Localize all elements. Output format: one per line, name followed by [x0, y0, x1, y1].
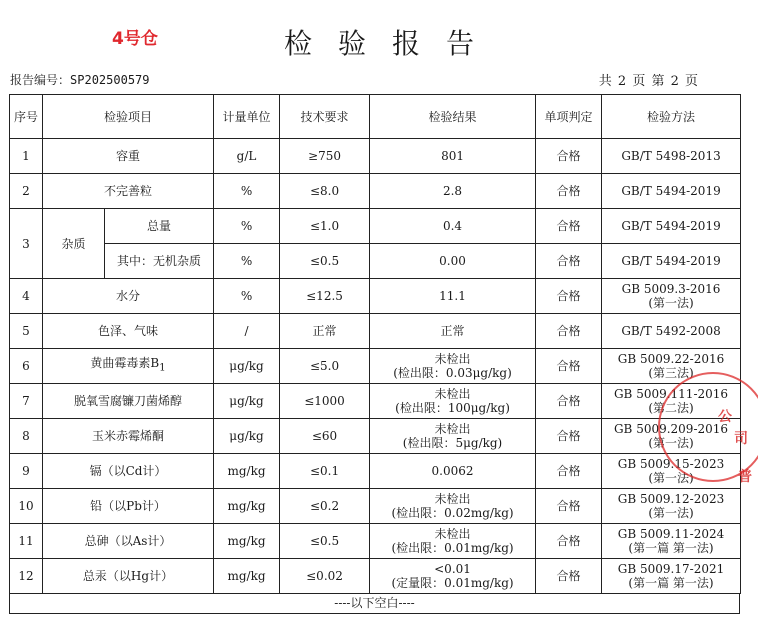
- page-info: 共 2 页 第 2 页: [598, 74, 698, 89]
- row-judgement: 合格: [536, 454, 602, 489]
- row-item: [43, 279, 214, 314]
- inspection-table: [9, 94, 741, 594]
- row-judgement: 合格: [536, 244, 602, 279]
- row-method: [602, 349, 741, 384]
- row-method: [602, 384, 741, 419]
- row-method-line1: GB/T 5494-2019: [621, 184, 721, 198]
- seal-text-b: 司: [734, 431, 748, 447]
- row-result-line1: 2.8: [442, 184, 463, 198]
- col-header-requirement: 技术要求: [280, 95, 370, 139]
- end-of-table-note: ----以下空白----: [9, 594, 740, 614]
- row-requirement: ≤0.5: [280, 244, 370, 279]
- row-method-line2: (第一法): [648, 506, 694, 520]
- row-item-text: 黄曲霉毒素B: [90, 356, 160, 371]
- row-unit: %: [214, 279, 280, 314]
- row-unit: μg/kg: [214, 384, 280, 419]
- row-method: [602, 314, 741, 349]
- row-unit: %: [214, 209, 280, 244]
- table-row: [10, 244, 741, 279]
- row-number: 8: [10, 419, 43, 454]
- seal-text-a: 公: [718, 409, 732, 425]
- row-result: [370, 419, 536, 454]
- row-number: 9: [10, 454, 43, 489]
- row-result-line2: (检出限：0.01mg/kg): [391, 541, 514, 555]
- row-requirement: 正常: [280, 314, 370, 349]
- row-requirement: ≤0.1: [280, 454, 370, 489]
- row-result-line1: 801: [441, 149, 464, 163]
- row-requirement: ≤0.2: [280, 489, 370, 524]
- seal-text-c: 普: [738, 469, 752, 485]
- row-judgement: 合格: [536, 279, 602, 314]
- row-item-text: 色泽、气味: [98, 324, 159, 338]
- row-method-line1: GB/T 5492-2008: [621, 324, 721, 338]
- row-method-line1: GB 5009.22-2016: [617, 352, 725, 366]
- row-judgement: 合格: [536, 314, 602, 349]
- row-result-line1: 0.4: [442, 219, 463, 233]
- row-number: 7: [10, 384, 43, 419]
- row-judgement: 合格: [536, 559, 602, 594]
- row-unit: mg/kg: [214, 489, 280, 524]
- row-result-line1: 未检出: [434, 492, 471, 506]
- row-method-line2: (第一篇 第一法): [628, 541, 714, 555]
- row-result: [370, 174, 536, 209]
- row-method: [602, 419, 741, 454]
- row-method-line2: (第一篇 第一法): [628, 576, 714, 590]
- row-result-line1: <0.01: [434, 562, 471, 576]
- row-item: [43, 419, 214, 454]
- row-number: 1: [10, 139, 43, 174]
- row-method-line1: GB 5009.111-2016: [613, 387, 729, 401]
- row-unit: mg/kg: [214, 454, 280, 489]
- row-item: 总量: [105, 209, 214, 244]
- table-header-row: [10, 95, 741, 139]
- col-header-result: 检验结果: [370, 95, 536, 139]
- warehouse-mark: 4号仓: [112, 29, 158, 49]
- row-result: [370, 384, 536, 419]
- row-unit: μg/kg: [214, 349, 280, 384]
- row-method: [602, 489, 741, 524]
- row-item-text: 铅（以Pb计）: [90, 499, 166, 513]
- row-item: [43, 314, 214, 349]
- row-number: 2: [10, 174, 43, 209]
- row-number: 3: [10, 209, 43, 279]
- row-requirement: ≤8.0: [280, 174, 370, 209]
- row-result: [370, 454, 536, 489]
- row-requirement: ≤0.02: [280, 559, 370, 594]
- row-item-subscript: 1: [159, 362, 166, 374]
- row-item: [43, 559, 214, 594]
- table-row: [10, 174, 741, 209]
- row-item: [43, 489, 214, 524]
- row-number: 11: [10, 524, 43, 559]
- row-result-line1: 未检出: [434, 352, 471, 366]
- row-result: [370, 279, 536, 314]
- row-unit: g/L: [214, 139, 280, 174]
- row-item-text: 总砷（以As计）: [84, 534, 172, 548]
- row-judgement: 合格: [536, 174, 602, 209]
- row-result-line2: (检出限：100μg/kg): [395, 401, 510, 415]
- row-unit: %: [214, 174, 280, 209]
- row-result-line2: (定量限：0.01mg/kg): [391, 576, 514, 590]
- row-item-text: 脱氧雪腐镰刀菌烯醇: [74, 394, 183, 408]
- row-result: [370, 489, 536, 524]
- row-method: [602, 279, 741, 314]
- row-item-text: 镉（以Cd计）: [89, 464, 167, 478]
- row-judgement: 合格: [536, 209, 602, 244]
- row-result-line1: 未检出: [434, 527, 471, 541]
- report-number: [10, 71, 150, 88]
- row-result-line2: (检出限：0.03μg/kg): [393, 366, 512, 380]
- table-row: [10, 454, 741, 489]
- row-method: [602, 244, 741, 279]
- report-number-value: SP202500579: [70, 73, 150, 87]
- row-requirement: ≤12.5: [280, 279, 370, 314]
- col-header-no: 序号: [10, 95, 43, 139]
- row-item: [43, 139, 214, 174]
- row-method-line1: GB 5009.209-2016: [613, 422, 729, 436]
- row-unit: /: [214, 314, 280, 349]
- row-method-line2: (第一法): [648, 471, 694, 485]
- row-method-line1: GB/T 5498-2013: [621, 149, 721, 163]
- row-method-line1: GB 5009.12-2023: [617, 492, 725, 506]
- col-header-method: 检验方法: [602, 95, 741, 139]
- row-requirement: ≤1.0: [280, 209, 370, 244]
- row-method-line1: GB 5009.3-2016: [621, 282, 721, 296]
- row-result: [370, 349, 536, 384]
- row-result: [370, 314, 536, 349]
- row-unit: mg/kg: [214, 524, 280, 559]
- table-row: [10, 279, 741, 314]
- page-title: 检验报告: [283, 27, 500, 60]
- report-number-label: 报告编号：: [10, 73, 71, 87]
- row-item: [43, 524, 214, 559]
- table-row: [10, 384, 741, 419]
- row-unit: %: [214, 244, 280, 279]
- row-unit: mg/kg: [214, 559, 280, 594]
- row-result-line1: 未检出: [434, 387, 471, 401]
- row-method: [602, 524, 741, 559]
- row-result-line1: 未检出: [434, 422, 471, 436]
- row-judgement: 合格: [536, 384, 602, 419]
- row-requirement: ≤1000: [280, 384, 370, 419]
- row-judgement: 合格: [536, 139, 602, 174]
- row-item: [43, 384, 214, 419]
- col-header-unit: 计量单位: [214, 95, 280, 139]
- row-judgement: 合格: [536, 419, 602, 454]
- row-method: [602, 139, 741, 174]
- table-row: [10, 314, 741, 349]
- row-method: [602, 559, 741, 594]
- table-row: [10, 524, 741, 559]
- row-method-line1: GB/T 5494-2019: [621, 254, 721, 268]
- row-item: [43, 174, 214, 209]
- row-method-line2: (第一法): [648, 436, 694, 450]
- row-result: [370, 139, 536, 174]
- row-result-line1: 0.0062: [431, 464, 474, 478]
- row-requirement: ≤60: [280, 419, 370, 454]
- row-item-text: 容重: [116, 149, 141, 163]
- row-requirement: ≥750: [280, 139, 370, 174]
- row-result-line2: (检出限：0.02mg/kg): [391, 506, 514, 520]
- row-item-text: 不完善粒: [104, 184, 153, 198]
- row-result-line1: 11.1: [439, 289, 466, 303]
- row-judgement: 合格: [536, 524, 602, 559]
- row-method-line1: GB/T 5494-2019: [621, 219, 721, 233]
- row-item-group: 杂质: [43, 209, 105, 279]
- row-method-line1: GB 5009.15-2023: [617, 457, 725, 471]
- row-result-line1: 正常: [440, 324, 465, 338]
- table-row: [10, 349, 741, 384]
- row-item: 其中：无机杂质: [105, 244, 214, 279]
- table-row: [10, 209, 741, 244]
- row-number: 5: [10, 314, 43, 349]
- row-number: 4: [10, 279, 43, 314]
- row-item-text: 总汞（以Hg计）: [82, 569, 174, 583]
- row-judgement: 合格: [536, 489, 602, 524]
- row-unit: μg/kg: [214, 419, 280, 454]
- row-method-line2: (第三法): [648, 366, 694, 380]
- row-result: [370, 524, 536, 559]
- row-item: [43, 454, 214, 489]
- row-method: [602, 174, 741, 209]
- row-item-text: 玉米赤霉烯酮: [92, 429, 165, 443]
- row-requirement: ≤0.5: [280, 524, 370, 559]
- row-method-line1: GB 5009.17-2021: [617, 562, 725, 576]
- row-requirement: ≤5.0: [280, 349, 370, 384]
- row-result-line2: (检出限：5μg/kg): [402, 436, 503, 450]
- row-method-line2: (第一法): [648, 296, 694, 310]
- row-method-line1: GB 5009.11-2024: [617, 527, 725, 541]
- table-row: [10, 419, 741, 454]
- table-row: [10, 139, 741, 174]
- row-number: 12: [10, 559, 43, 594]
- row-method: [602, 454, 741, 489]
- row-result: [370, 559, 536, 594]
- row-judgement: 合格: [536, 349, 602, 384]
- row-result: [370, 244, 536, 279]
- row-number: 10: [10, 489, 43, 524]
- row-item: [43, 349, 214, 384]
- row-number: 6: [10, 349, 43, 384]
- row-item-text: 水分: [116, 289, 141, 303]
- row-result: [370, 209, 536, 244]
- col-header-judgement: 单项判定: [536, 95, 602, 139]
- table-row: [10, 489, 741, 524]
- row-method-line2: (第二法): [648, 401, 694, 415]
- row-method: [602, 209, 741, 244]
- row-result-line1: 0.00: [439, 254, 466, 268]
- table-row: [10, 559, 741, 594]
- col-header-item: 检验项目: [43, 95, 214, 139]
